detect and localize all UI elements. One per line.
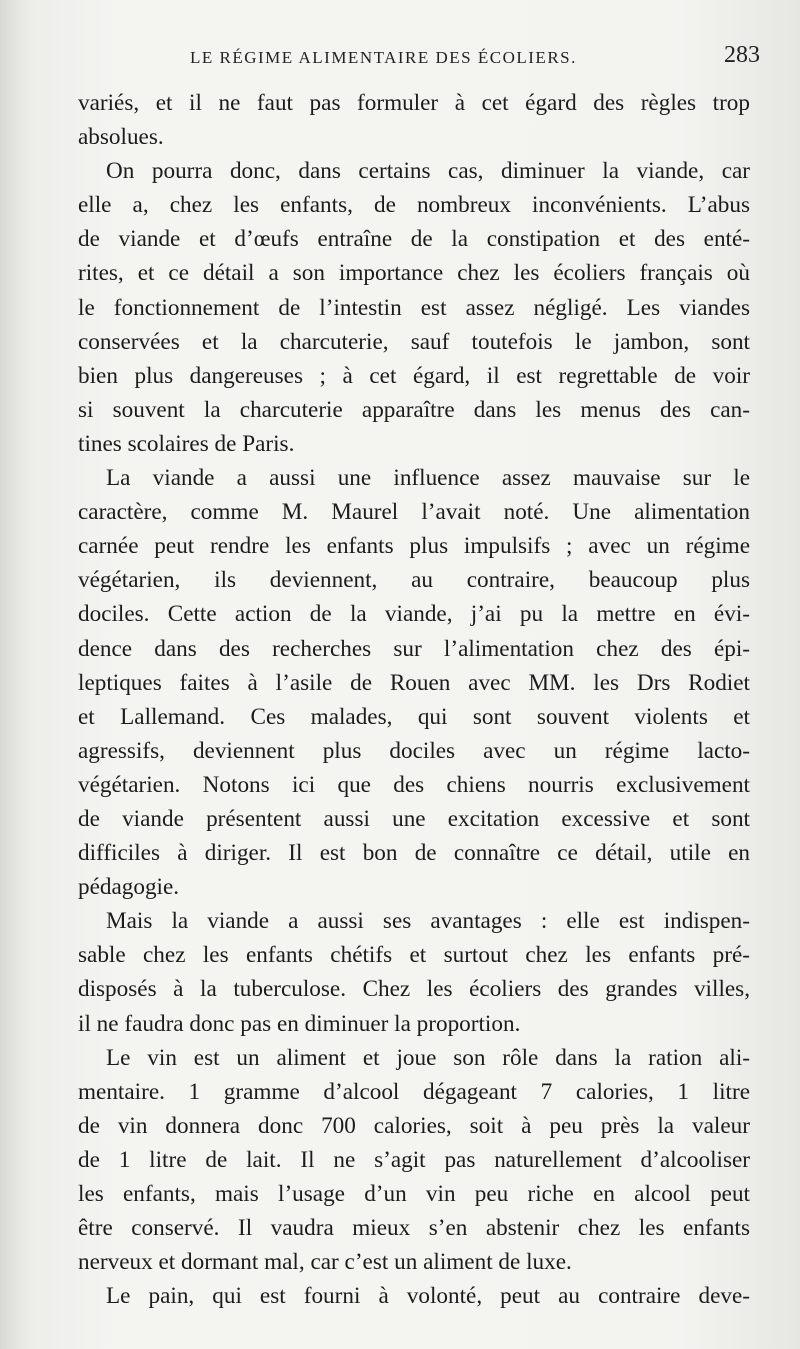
text-line: le fonctionnement de l’intestin est assez négligé. Les viandes <box>78 294 750 321</box>
body-text <box>78 86 750 1313</box>
text-line: agressifs, deviennent plus dociles avec un régime lacto- <box>78 737 750 764</box>
running-title: LE RÉGIME ALIMENTAIRE DES ÉCOLIERS. <box>190 48 577 67</box>
text-line: et Lallemand. Ces malades, qui sont souvent violents et <box>78 703 750 730</box>
text-line: elle a, chez les enfants, de nombreux inconvénients. L’abus <box>78 192 750 219</box>
text-line: nerveux et dormant mal, car c’est un aliment de luxe. <box>78 1249 572 1276</box>
text-line: mentaire. 1 gramme d’alcool dégageant 7 calories, 1 litre <box>78 1078 750 1105</box>
text-line: La viande a aussi une influence assez mauvaise sur le <box>106 465 750 492</box>
text-line: dence dans des recherches sur l’alimentation chez des épi- <box>78 635 750 662</box>
text-line: végétarien, ils deviennent, au contraire, beaucoup plus <box>78 567 750 594</box>
text-line: de 1 litre de lait. Il ne s’agit pas naturellement d’alcooliser <box>78 1146 750 1173</box>
text-line: si souvent la charcuterie apparaître dans les menus des can- <box>78 396 750 423</box>
text-line: pédagogie. <box>78 874 180 901</box>
text-line: de vin donnera donc 700 calories, soit à peu près la valeur <box>78 1112 750 1139</box>
text-line: tines scolaires de Paris. <box>78 430 295 457</box>
text-line: il ne faudra donc pas en diminuer la proportion. <box>78 1010 521 1037</box>
text-line: variés, et il ne faut pas formuler à cet égard des règles trop <box>78 90 750 116</box>
page-number: 283 <box>724 42 760 68</box>
text-line: carnée peut rendre les enfants plus impulsifs ; avec un régime <box>78 533 750 560</box>
text-line: bien plus dangereuses ; à cet égard, il est regrettable de voir <box>78 362 750 389</box>
text-line: les enfants, mais l’usage d’un vin peu riche en alcool peut <box>78 1181 750 1207</box>
text-line: sable chez les enfants chétifs et surtout chez les enfants pré- <box>78 942 750 969</box>
text-line: rites, et ce détail a son importance chez les écoliers français où <box>78 260 750 287</box>
text-line: On pourra donc, dans certains cas, diminuer la viande, car <box>106 158 750 185</box>
text-line: leptiques faites à l’asile de Rouen avec MM. les Drs Rodiet <box>78 669 750 696</box>
text-line: Le pain, qui est fourni à volonté, peut au contraire deve- <box>106 1283 750 1310</box>
text-line: de viande présentent aussi une excitation excessive et sont <box>78 805 750 832</box>
text-line: caractère, comme M. Maurel l’avait noté. Une alimentation <box>78 499 750 526</box>
text-line: de viande et d’œufs entraîne de la constipation et des enté- <box>78 226 750 253</box>
text-line: végétarien. Notons ici que des chiens nourris exclusivement <box>78 771 750 798</box>
text-line: difficiles à diriger. Il est bon de connaître ce détail, utile en <box>78 840 750 867</box>
text-line: être conservé. Il vaudra mieux s’en abstenir chez les enfants <box>78 1215 750 1242</box>
text-line: conservées et la charcuterie, sauf toutefois le jambon, sont <box>78 328 750 355</box>
text-line: Le vin est un aliment et joue son rôle dans la ration ali- <box>106 1044 750 1071</box>
page-header <box>190 42 760 74</box>
text-line: Mais la viande a aussi ses avantages : elle est indispen- <box>106 908 750 935</box>
text-line: disposés à la tuberculose. Chez les écoliers des grandes villes, <box>78 976 750 1003</box>
text-line: absolues. <box>78 124 164 151</box>
text-line: dociles. Cette action de la viande, j’ai pu la mettre en évi- <box>78 601 750 628</box>
